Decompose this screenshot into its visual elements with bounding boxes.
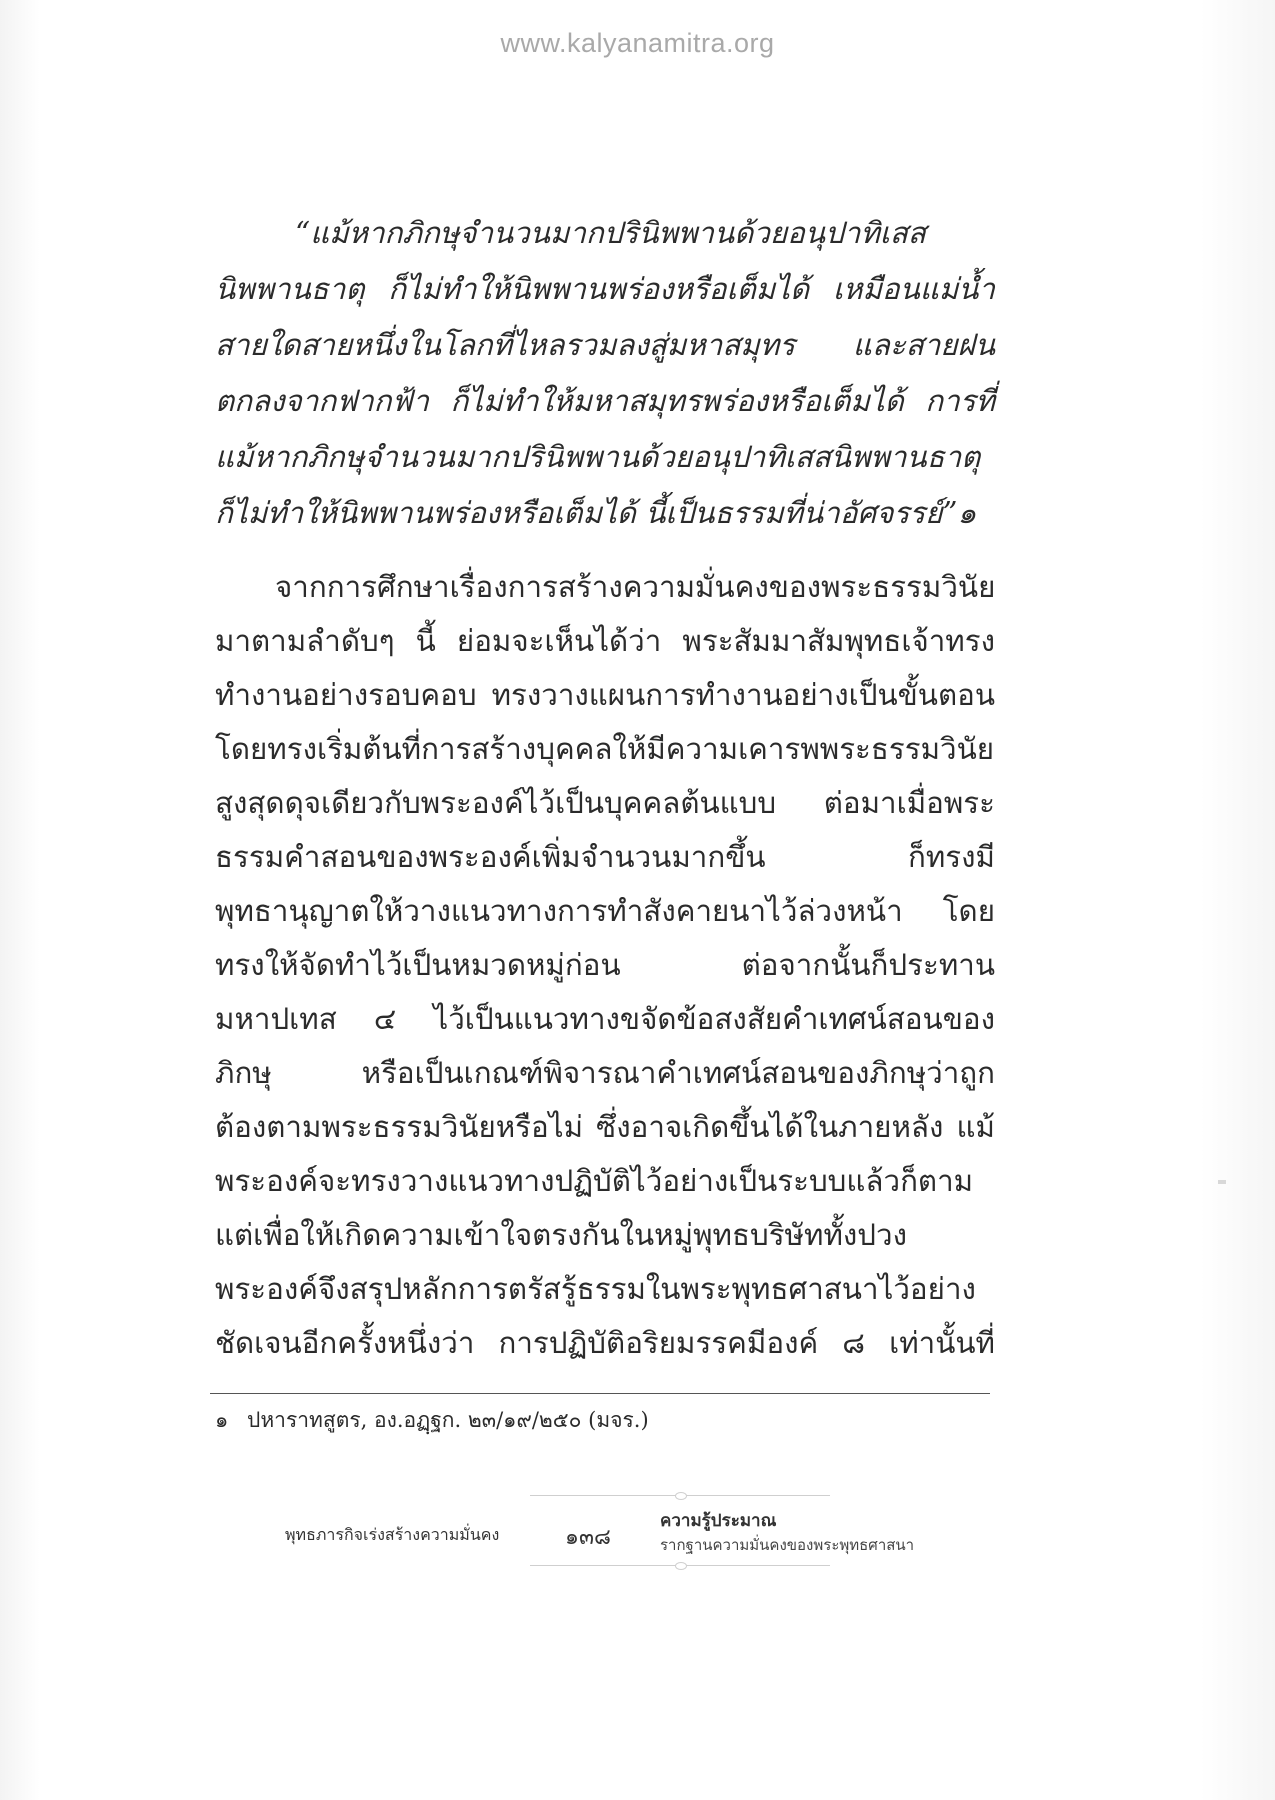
body-line: โดยทรงเริ่มต้นที่การสร้างบุคคลให้มีความเคารพพระธรรมวินัย <box>215 732 995 766</box>
footer-chapter-subtitle: รากฐานความมั่นคงของพระพุทธศาสนา <box>660 1536 915 1554</box>
body-line: พระองค์จึงสรุปหลักการตรัสรู้ธรรมในพระพุทธศาสนาไว้อย่าง <box>215 1272 976 1306</box>
footnote-divider <box>210 1393 990 1394</box>
scan-speck <box>1218 1180 1226 1184</box>
quote-line: แม้หากภิกษุจำนวนมากปรินิพพานด้วยอนุปาทิเสสนิพพานธาตุ <box>215 440 981 474</box>
body-line: พระองค์จะทรงวางแนวทางปฏิบัติไว้อย่างเป็นระบบแล้วก็ตาม <box>215 1164 974 1198</box>
quote-line: ก็ไม่ทำให้นิพพานพร่องหรือเต็มได้ นี้เป็นธรรมที่น่าอัศจรรย์”๑ <box>215 496 977 530</box>
watermark-url: www.kalyanamitra.org <box>500 28 775 58</box>
running-footer <box>260 1495 1020 1565</box>
footer-chapter-title: ความรู้ประมาณ <box>660 1511 777 1531</box>
body-line: ต้องตามพระธรรมวินัยหรือไม่ ซึ่งอาจเกิดขึ้นได้ในภายหลัง แม้ <box>215 1110 995 1144</box>
body-line: ภิกษุ หรือเป็นเกณฑ์พิจารณาคำเทศน์สอนของภิกษุว่าถูก <box>215 1056 995 1090</box>
quote-line: สายใดสายหนึ่งในโลกที่ไหลรวมลงสู่มหาสมุทร และสายฝน <box>215 328 995 362</box>
footnote-text: ปหาราทสูตร, อง.อฏฺฐก. ๒๓/๑๙/๒๕๐ (มจร.) <box>247 1408 649 1432</box>
quote-block <box>215 205 995 541</box>
body-line: ทรงให้จัดทำไว้เป็นหมวดหมู่ก่อน ต่อจากนั้นก็ประทาน <box>215 948 995 982</box>
quote-line: ตกลงจากฟากฟ้า ก็ไม่ทำให้มหาสมุทรพร่องหรือเต็มได้ การที่ <box>215 384 995 418</box>
footer-ornament-bottom <box>530 1565 830 1566</box>
footnote <box>215 1405 975 1435</box>
body-line: แต่เพื่อให้เกิดความเข้าใจตรงกันในหมู่พุทธบริษัททั้งปวง <box>215 1218 907 1252</box>
quote-line: “แม้หากภิกษุจำนวนมากปรินิพพานด้วยอนุปาทิเสส <box>295 216 926 250</box>
body-line: พุทธานุญาตให้วางแนวทางการทำสังคายนาไว้ล่วงหน้า โดย <box>215 894 995 928</box>
footer-book-title: พุทธภารกิจเร่งสร้างความมั่นคง <box>285 1525 500 1544</box>
body-line: ธรรมคำสอนของพระองค์เพิ่มจำนวนมากขึ้น ก็ทรงมี <box>215 840 995 874</box>
body-line: ชัดเจนอีกครั้งหนึ่งว่า การปฏิบัติอริยมรรคมีองค์ ๘ เท่านั้นที่ <box>215 1326 995 1360</box>
footer-ornament-top <box>530 1495 830 1496</box>
page-number: ๑๓๘ <box>565 1525 611 1550</box>
quote-line: นิพพานธาตุ ก็ไม่ทำให้นิพพานพร่องหรือเต็มได้ เหมือนแม่น้ำ <box>215 272 995 306</box>
body-line: มาตามลำดับๆ นี้ ย่อมจะเห็นได้ว่า พระสัมมาสัมพุทธเจ้าทรง <box>215 624 995 658</box>
body-paragraph <box>215 560 995 1370</box>
body-line: สูงสุดดุจเดียวกับพระองค์ไว้เป็นบุคคลต้นแบบ ต่อมาเมื่อพระ <box>215 786 995 820</box>
body-line: มหาปเทส ๔ ไว้เป็นแนวทางขจัดข้อสงสัยคำเทศน์สอนของ <box>215 1002 995 1036</box>
body-line: จากการศึกษาเรื่องการสร้างความมั่นคงของพระธรรมวินัย <box>275 570 996 604</box>
footnote-marker: ๑ <box>215 1408 229 1432</box>
body-line: ทำงานอย่างรอบคอบ ทรงวางแผนการทำงานอย่างเป็นขั้นตอน <box>215 678 995 712</box>
